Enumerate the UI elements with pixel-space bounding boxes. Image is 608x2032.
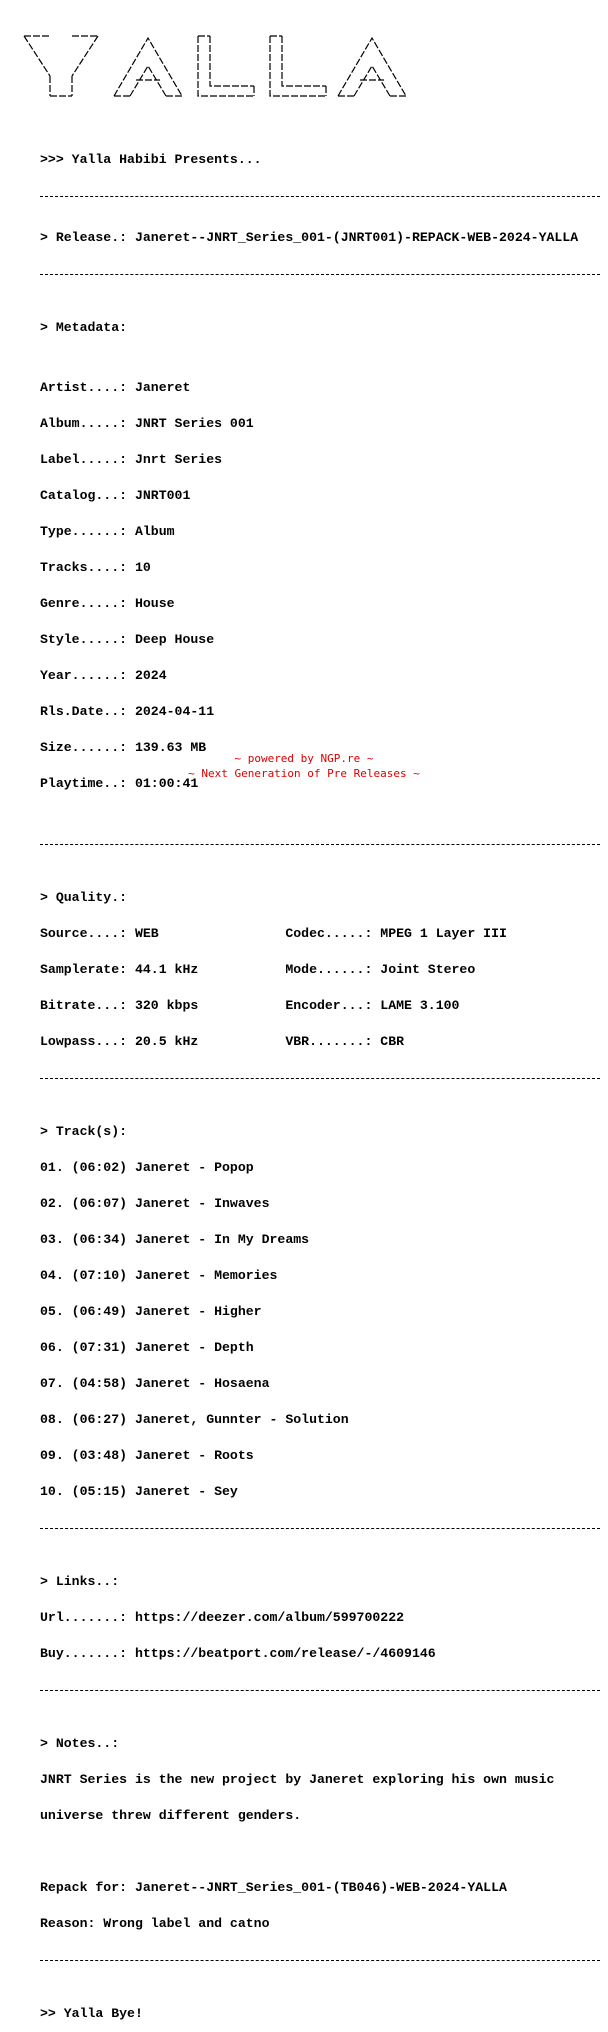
bye-line: >> Yalla Bye! [40,2006,143,2021]
reason-line: Reason: Wrong label and catno [40,1916,270,1931]
separator [40,1960,600,1972]
separator [40,274,600,286]
metadata-line: Genre.....: House [40,596,175,611]
deezer-link[interactable]: Url.......: https://deezer.com/album/599700222 [40,1610,405,1625]
release-line: > Release.: Janeret--JNRT_Series_001-(JNRT001)-REPACK-WEB-2024-YALLA [40,230,579,245]
metadata-line: Size......: 139.63 MB [40,740,207,755]
links-heading: > Links..: [40,1574,120,1589]
separator [40,1690,600,1702]
quality-line: Source....: WEB Codec.....: MPEG 1 Layer III [40,926,507,941]
metadata-line: Style.....: Deep House [40,632,215,647]
metadata-line: Label.....: Jnrt Series [40,452,223,467]
metadata-line: Playtime..: 01:00:41 [40,776,199,791]
metadata-list [40,358,600,814]
track-line: 01. (06:02) Janeret - Popop [40,1160,254,1175]
track-line: 03. (06:34) Janeret - In My Dreams [40,1232,310,1247]
separator [40,1528,600,1540]
metadata-line: Rls.Date..: 2024-04-11 [40,704,215,719]
quality-line: Lowpass...: 20.5 kHz VBR.......: CBR [40,1034,405,1049]
metadata-heading: > Metadata: [40,320,128,335]
repack-line: Repack for: Janeret--JNRT_Series_001-(TB046)-WEB-2024-YALLA [40,1880,507,1895]
separator [40,196,600,208]
nfo-text [40,130,600,2032]
track-line: 04. (07:10) Janeret - Memories [40,1268,278,1283]
presents-line: >>> Yalla Habibi Presents... [40,152,262,167]
separator [40,844,600,856]
blank-line [40,1846,600,1858]
quality-line: Bitrate...: 320 kbps Encoder...: LAME 3.100 [40,998,460,1013]
track-line: 06. (07:31) Janeret - Depth [40,1340,254,1355]
tracks-heading: > Track(s): [40,1124,128,1139]
footer-tagline: ~ Next Generation of Pre Releases ~ [188,767,420,780]
notes-text-line: JNRT Series is the new project by Janeret exploring his own music [40,1772,555,1787]
metadata-line: Year......: 2024 [40,668,167,683]
yalla-ascii-logo [20,28,420,100]
track-line: 08. (06:27) Janeret, Gunnter - Solution [40,1412,349,1427]
metadata-line: Tracks....: 10 [40,560,151,575]
track-line: 02. (06:07) Janeret - Inwaves [40,1196,270,1211]
notes-text-line: universe threw different genders. [40,1808,302,1823]
quality-line: Samplerate: 44.1 kHz Mode......: Joint Stereo [40,962,476,977]
footer-powered-by[interactable]: ~ powered by NGP.re ~ [234,752,374,765]
track-line: 10. (05:15) Janeret - Sey [40,1484,238,1499]
separator [40,1078,600,1090]
quality-heading: > Quality.: [40,890,128,905]
notes-heading: > Notes..: [40,1736,120,1751]
track-line: 07. (04:58) Janeret - Hosaena [40,1376,270,1391]
track-line: 05. (06:49) Janeret - Higher [40,1304,262,1319]
track-line: 09. (03:48) Janeret - Roots [40,1448,254,1463]
metadata-line: Catalog...: JNRT001 [40,488,191,503]
metadata-line: Album.....: JNRT Series 001 [40,416,254,431]
metadata-line: Artist....: Janeret [40,380,191,395]
metadata-line: Type......: Album [40,524,175,539]
beatport-link[interactable]: Buy.......: https://beatport.com/release/-/4609146 [40,1646,436,1661]
